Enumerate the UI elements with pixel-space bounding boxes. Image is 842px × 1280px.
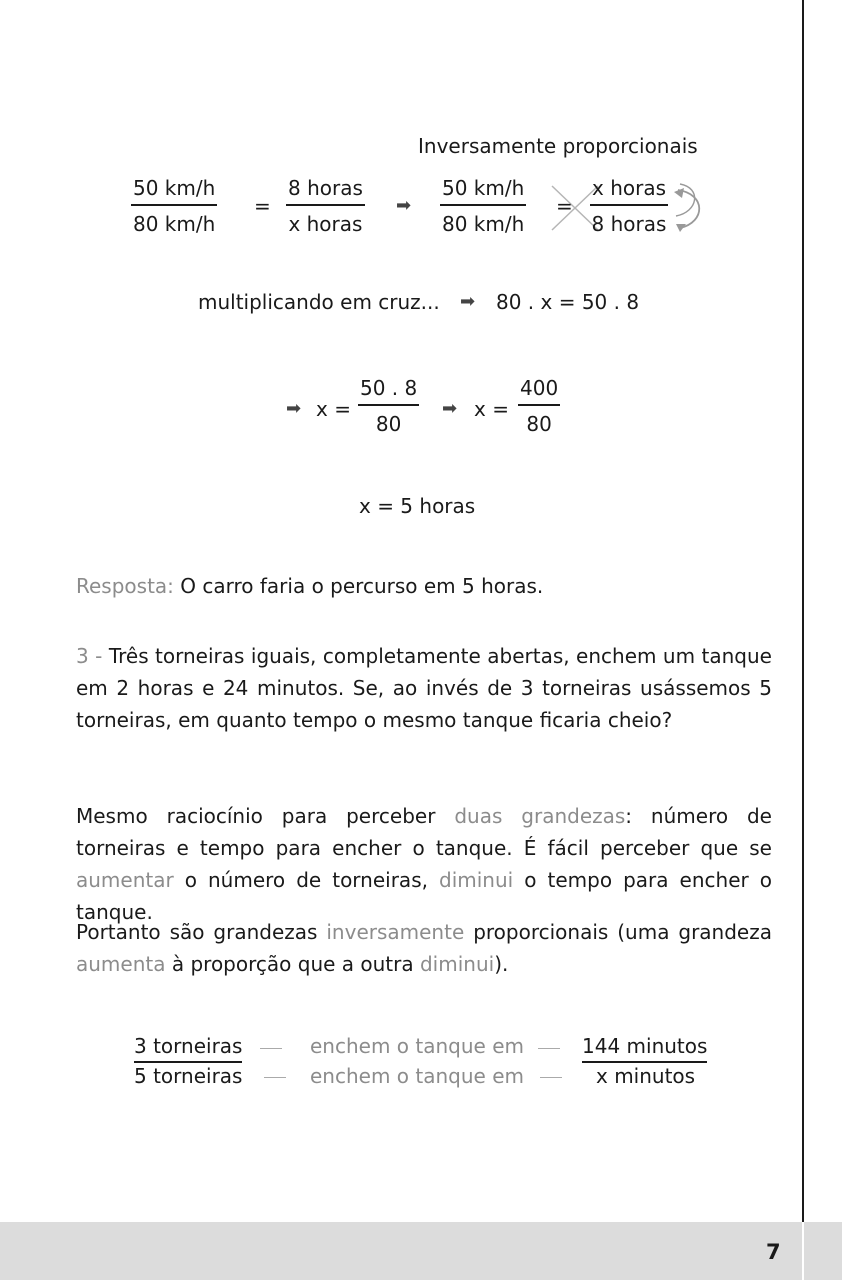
text-span: Mesmo raciocínio para perceber <box>76 804 455 828</box>
dash <box>264 1077 286 1078</box>
page-footer <box>0 1222 842 1280</box>
text-span: o tempo para encher o tanque. <box>76 868 772 924</box>
dash <box>260 1048 282 1049</box>
fraction-solve-1 <box>358 376 419 436</box>
text-span: o número de torneiras, <box>173 868 439 892</box>
highlight-span: aumenta <box>76 952 166 976</box>
dash <box>538 1048 560 1049</box>
highlight-span: inversamente <box>326 920 465 944</box>
equals-sign: = <box>254 194 271 218</box>
answer-label: Resposta: <box>76 574 174 598</box>
fraction-denominator: x horas <box>288 212 363 236</box>
fraction-hours <box>286 176 365 236</box>
right-arrow-icon: ➡ <box>286 398 302 419</box>
section-heading: Inversamente proporcionais <box>418 134 698 158</box>
x-equals: x = <box>474 397 509 421</box>
fraction-numerator: 50 km/h <box>131 176 217 206</box>
text-span: Portanto são grandezas <box>76 920 327 944</box>
highlight-span: duas grandezas <box>454 804 626 828</box>
problem-text: Três torneiras iguais, completamente abertas, enchem um tanque em 2 horas e 24 minutos. Se, ao invés de 3 torneiras usássemos 5 torneiras, em quanto tempo o mesmo tanque ficaria cheio? <box>76 644 772 732</box>
row-left: 3 torneiras <box>134 1034 242 1063</box>
result: x = 5 horas <box>359 494 476 518</box>
text-span: : número de torneiras e tempo para encher o tanque. É fácil perceber que se <box>76 804 772 860</box>
fraction-speed-2 <box>440 176 526 236</box>
text-span: proporcionais (uma grandeza <box>464 920 772 944</box>
problem-number: 3 - <box>76 644 103 668</box>
answer-text: O carro faria o percurso em 5 horas. <box>173 574 544 598</box>
answer-line <box>76 574 543 598</box>
cross-multiply-label: multiplicando em cruz... <box>198 290 440 314</box>
fraction-denominator: 80 km/h <box>133 212 216 236</box>
page-margin-line <box>802 0 804 1222</box>
reasoning-paragraph <box>76 800 772 928</box>
row-right: 144 minutos <box>582 1034 707 1063</box>
highlight-span: diminui <box>439 868 514 892</box>
fraction-denominator: 80 <box>526 412 552 436</box>
conclusion-paragraph <box>76 916 772 980</box>
right-arrow-icon: ➡ <box>396 195 412 216</box>
footer-divider <box>802 1222 804 1280</box>
table-row <box>134 1034 242 1058</box>
fraction-numerator: 400 <box>518 376 560 406</box>
fraction-hours-inverted <box>590 176 668 236</box>
fraction-solve-2 <box>518 376 560 436</box>
cross-multiply-expression: 80 . x = 50 . 8 <box>496 290 640 314</box>
fraction-numerator: 50 km/h <box>440 176 526 206</box>
fraction-denominator: 8 horas <box>591 212 667 236</box>
problem-3 <box>76 640 772 736</box>
fraction-denominator: 80 <box>375 412 402 436</box>
row-middle: enchem o tanque em <box>310 1064 524 1088</box>
equals-sign: = <box>556 194 573 218</box>
row-middle: enchem o tanque em <box>310 1034 524 1058</box>
highlight-span: aumentar <box>76 868 174 892</box>
fraction-speed <box>131 176 217 236</box>
text-span: ). <box>494 952 509 976</box>
dash <box>540 1077 562 1078</box>
row-left: 5 torneiras <box>134 1064 243 1088</box>
text-span: à proporção que a outra <box>165 952 420 976</box>
highlight-span: diminui <box>419 952 495 976</box>
page-number: 7 <box>766 1240 781 1264</box>
right-arrow-icon: ➡ <box>442 398 458 419</box>
invert-arrow-icon <box>672 180 712 236</box>
x-equals: x = <box>316 397 351 421</box>
right-arrow-icon: ➡ <box>460 291 476 312</box>
table-row <box>582 1034 707 1058</box>
fraction-numerator: 50 . 8 <box>358 376 419 406</box>
fraction-denominator: 80 km/h <box>442 212 525 236</box>
row-right: x minutos <box>596 1064 696 1088</box>
fraction-numerator: x horas <box>590 176 668 206</box>
fraction-numerator: 8 horas <box>286 176 365 206</box>
